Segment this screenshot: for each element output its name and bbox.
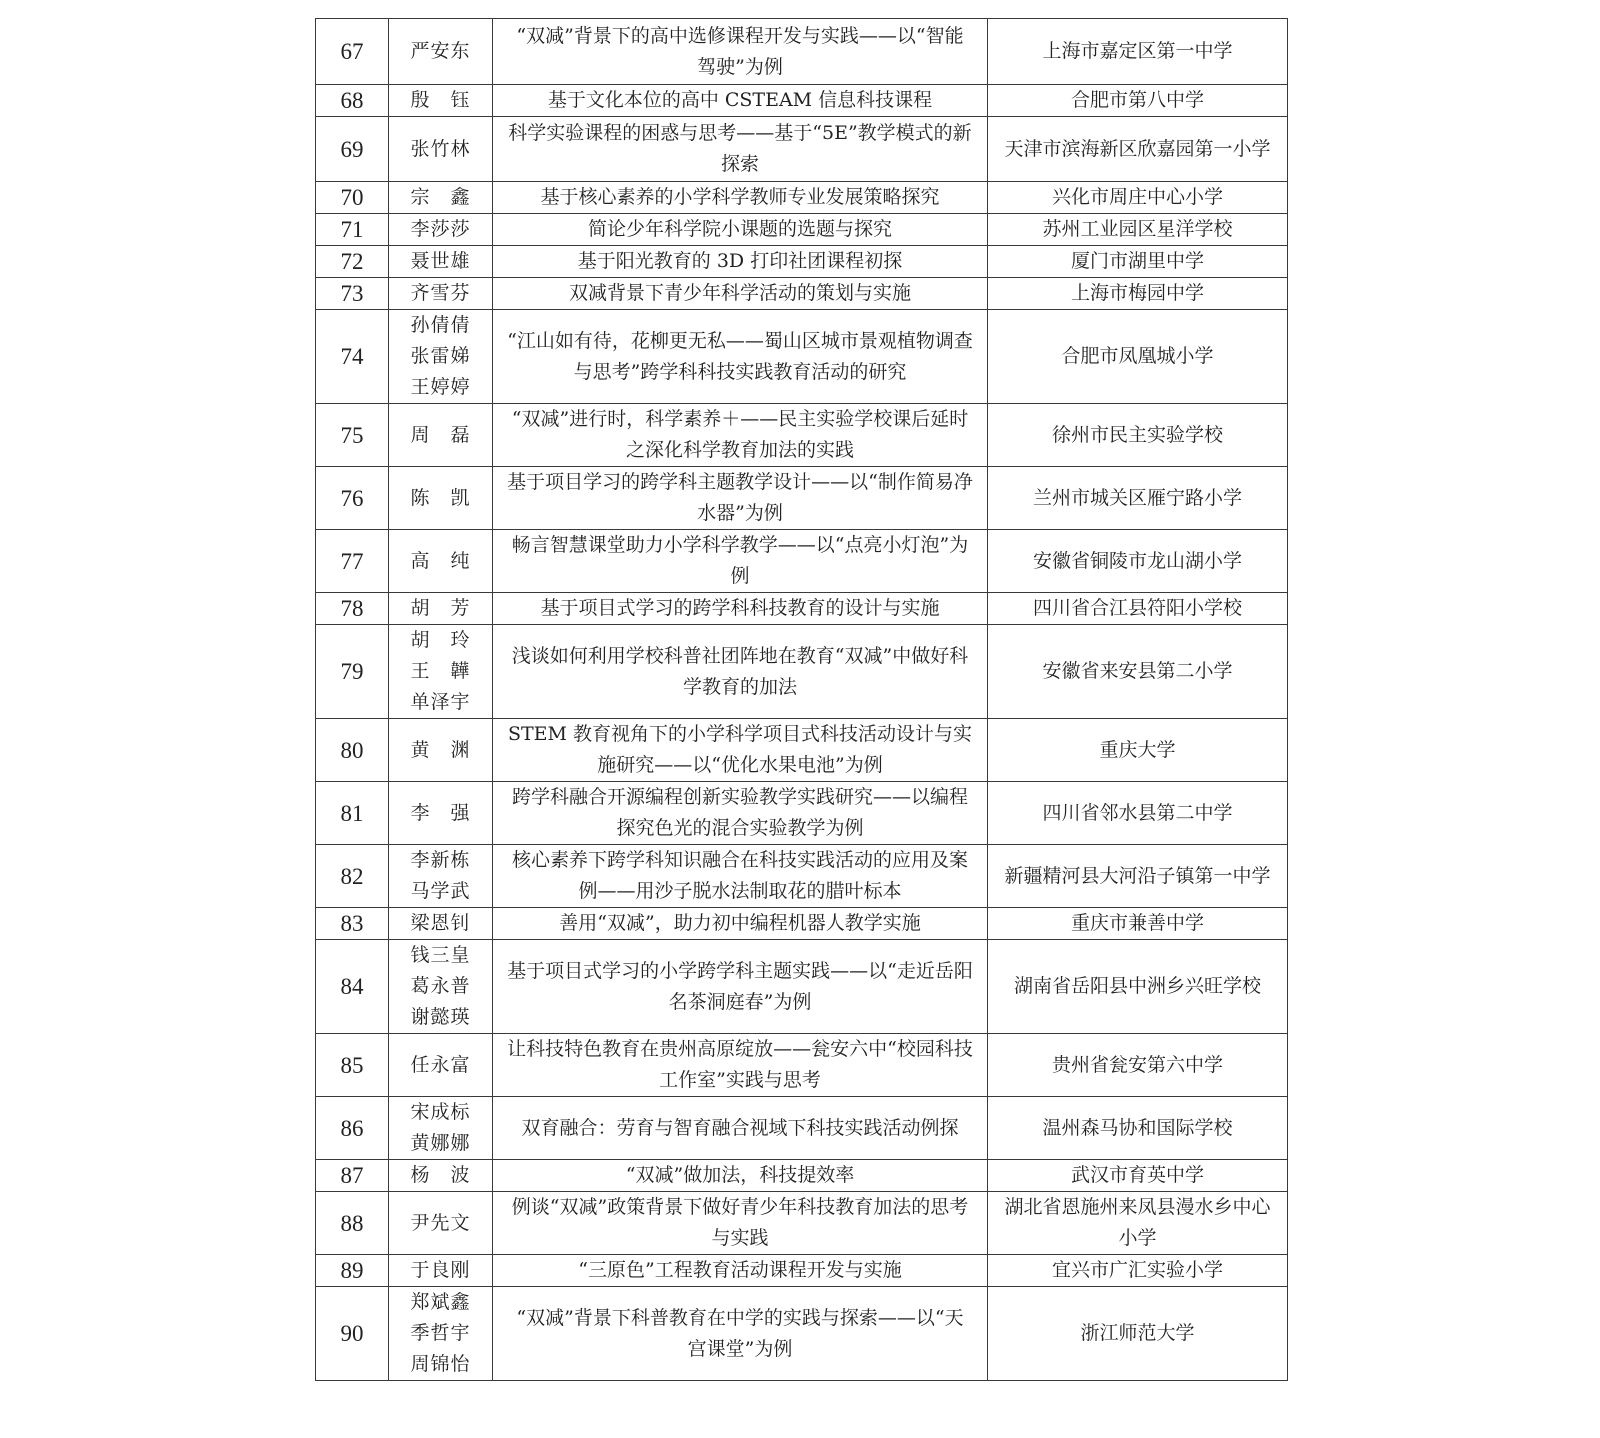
school-name: 四川省合江县符阳小学校 bbox=[988, 593, 1288, 625]
table-row bbox=[316, 1255, 1288, 1287]
author-name: 马学武 bbox=[410, 880, 471, 902]
author-name: 梁恩钊 bbox=[410, 912, 471, 934]
table-row bbox=[316, 1192, 1288, 1255]
school-name: 安徽省铜陵市龙山湖小学 bbox=[988, 530, 1288, 593]
table-row bbox=[316, 214, 1288, 246]
row-number: 84 bbox=[316, 940, 389, 1034]
author-names bbox=[389, 19, 493, 85]
row-number: 83 bbox=[316, 908, 389, 940]
table-row bbox=[316, 246, 1288, 278]
row-number: 88 bbox=[316, 1192, 389, 1255]
paper-title: 基于项目学习的跨学科主题教学设计——以“制作简易净水器”为例 bbox=[493, 467, 988, 530]
author-names bbox=[389, 1160, 493, 1192]
table-row bbox=[316, 1097, 1288, 1160]
author-name: 杨 波 bbox=[410, 1164, 471, 1186]
author-name: 任永富 bbox=[410, 1053, 471, 1076]
author-name: 王 韡 bbox=[410, 660, 471, 682]
row-number: 89 bbox=[316, 1255, 389, 1287]
author-name: 殷 钰 bbox=[410, 89, 471, 111]
author-names bbox=[389, 530, 493, 593]
row-number: 77 bbox=[316, 530, 389, 593]
author-name: 张竹林 bbox=[410, 137, 471, 160]
author-names bbox=[389, 117, 493, 182]
row-number: 87 bbox=[316, 1160, 389, 1192]
school-name: 上海市梅园中学 bbox=[988, 278, 1288, 310]
author-name: 李莎莎 bbox=[410, 218, 471, 240]
school-name: 湖南省岳阳县中洲乡兴旺学校 bbox=[988, 940, 1288, 1034]
table-row bbox=[316, 1034, 1288, 1097]
award-list-table bbox=[315, 18, 1288, 1381]
paper-title: 让科技特色教育在贵州高原绽放——瓮安六中“校园科技工作室”实践与思考 bbox=[493, 1034, 988, 1097]
school-name: 苏州工业园区星洋学校 bbox=[988, 214, 1288, 246]
author-name: 黄 渊 bbox=[410, 738, 471, 761]
school-name: 安徽省来安县第二小学 bbox=[988, 625, 1288, 719]
paper-title: STEM 教育视角下的小学科学项目式科技活动设计与实施研究——以“优化水果电池”为例 bbox=[493, 719, 988, 782]
author-name: 单泽宇 bbox=[410, 691, 471, 713]
author-name: 黄娜娜 bbox=[410, 1132, 471, 1154]
table-row bbox=[316, 908, 1288, 940]
table-row bbox=[316, 467, 1288, 530]
author-names bbox=[389, 246, 493, 278]
author-names bbox=[389, 467, 493, 530]
table-row bbox=[316, 404, 1288, 467]
table-row bbox=[316, 1287, 1288, 1381]
row-number: 72 bbox=[316, 246, 389, 278]
author-name: 李新栋 bbox=[410, 849, 471, 871]
paper-title: 双育融合：劳育与智育融合视域下科技实践活动例探 bbox=[493, 1097, 988, 1160]
author-name: 聂世雄 bbox=[410, 250, 471, 272]
school-name: 四川省邻水县第二中学 bbox=[988, 782, 1288, 845]
school-name: 兰州市城关区雁宁路小学 bbox=[988, 467, 1288, 530]
author-names bbox=[389, 625, 493, 719]
author-names bbox=[389, 593, 493, 625]
school-name: 重庆大学 bbox=[988, 719, 1288, 782]
author-names bbox=[389, 278, 493, 310]
author-name: 严安东 bbox=[410, 40, 471, 62]
author-name: 陈 凯 bbox=[410, 486, 471, 509]
paper-title: 基于项目式学习的跨学科科技教育的设计与实施 bbox=[493, 593, 988, 625]
author-names bbox=[389, 1255, 493, 1287]
author-name: 胡 玲 bbox=[410, 629, 471, 651]
school-name: 宜兴市广汇实验小学 bbox=[988, 1255, 1288, 1287]
row-number: 78 bbox=[316, 593, 389, 625]
school-name: 武汉市育英中学 bbox=[988, 1160, 1288, 1192]
school-name: 合肥市第八中学 bbox=[988, 85, 1288, 117]
author-name: 张雷娣 bbox=[410, 345, 471, 367]
author-names bbox=[389, 1287, 493, 1381]
school-name: 湖北省恩施州来凤县漫水乡中心小学 bbox=[988, 1192, 1288, 1255]
author-names bbox=[389, 1034, 493, 1097]
row-number: 81 bbox=[316, 782, 389, 845]
row-number: 79 bbox=[316, 625, 389, 719]
school-name: 新疆精河县大河沿子镇第一中学 bbox=[988, 845, 1288, 908]
table-row bbox=[316, 782, 1288, 845]
author-name: 钱三皇 bbox=[410, 944, 471, 966]
table-row bbox=[316, 593, 1288, 625]
paper-title: “双减”进行时，科学素养＋——民主实验学校课后延时之深化科学教育加法的实践 bbox=[493, 404, 988, 467]
paper-title: 例谈“双减”政策背景下做好青少年科技教育加法的思考与实践 bbox=[493, 1192, 988, 1255]
author-names bbox=[389, 719, 493, 782]
row-number: 80 bbox=[316, 719, 389, 782]
author-name: 周锦怡 bbox=[410, 1353, 471, 1375]
paper-title: 核心素养下跨学科知识融合在科技实践活动的应用及案例——用沙子脱水法制取花的腊叶标本 bbox=[493, 845, 988, 908]
school-name: 浙江师范大学 bbox=[988, 1287, 1288, 1381]
paper-title: 畅言智慧课堂助力小学科学教学——以“点亮小灯泡”为例 bbox=[493, 530, 988, 593]
author-names bbox=[389, 782, 493, 845]
school-name: 兴化市周庄中心小学 bbox=[988, 182, 1288, 214]
author-names bbox=[389, 182, 493, 214]
table-row bbox=[316, 1160, 1288, 1192]
paper-title: 基于核心素养的小学科学教师专业发展策略探究 bbox=[493, 182, 988, 214]
author-names bbox=[389, 908, 493, 940]
paper-title: “双减”做加法，科技提效率 bbox=[493, 1160, 988, 1192]
row-number: 73 bbox=[316, 278, 389, 310]
row-number: 68 bbox=[316, 85, 389, 117]
paper-title: 浅谈如何利用学校科普社团阵地在教育“双减”中做好科学教育的加法 bbox=[493, 625, 988, 719]
author-names bbox=[389, 85, 493, 117]
paper-title: “双减”背景下的高中选修课程开发与实践——以“智能驾驶”为例 bbox=[493, 19, 988, 85]
author-name: 齐雪芬 bbox=[410, 282, 471, 304]
table-row bbox=[316, 117, 1288, 182]
author-name: 宗 鑫 bbox=[410, 186, 471, 208]
paper-title: 简论少年科学院小课题的选题与探究 bbox=[493, 214, 988, 246]
paper-title: 双减背景下青少年科学活动的策划与实施 bbox=[493, 278, 988, 310]
author-names bbox=[389, 214, 493, 246]
row-number: 67 bbox=[316, 19, 389, 85]
paper-title: 善用“双减”，助力初中编程机器人教学实施 bbox=[493, 908, 988, 940]
row-number: 71 bbox=[316, 214, 389, 246]
table-row bbox=[316, 278, 1288, 310]
school-name: 合肥市凤凰城小学 bbox=[988, 310, 1288, 404]
school-name: 温州森马协和国际学校 bbox=[988, 1097, 1288, 1160]
author-names bbox=[389, 404, 493, 467]
table-row bbox=[316, 85, 1288, 117]
author-names bbox=[389, 1097, 493, 1160]
author-name: 谢懿瑛 bbox=[410, 1006, 471, 1028]
table-row bbox=[316, 719, 1288, 782]
school-name: 贵州省瓮安第六中学 bbox=[988, 1034, 1288, 1097]
table-row bbox=[316, 182, 1288, 214]
paper-title: 跨学科融合开源编程创新实验教学实践研究——以编程探究色光的混合实验教学为例 bbox=[493, 782, 988, 845]
paper-title: “江山如有待，花柳更无私——蜀山区城市景观植物调查与思考”跨学科科技实践教育活动的研究 bbox=[493, 310, 988, 404]
author-name: 尹先文 bbox=[410, 1211, 471, 1234]
paper-title: 基于文化本位的高中 CSTEAM 信息科技课程 bbox=[493, 85, 988, 117]
paper-title: “双减”背景下科普教育在中学的实践与探索——以“天宫课堂”为例 bbox=[493, 1287, 988, 1381]
school-name: 徐州市民主实验学校 bbox=[988, 404, 1288, 467]
author-name: 于良刚 bbox=[410, 1259, 471, 1281]
school-name: 天津市滨海新区欣嘉园第一小学 bbox=[988, 117, 1288, 182]
row-number: 86 bbox=[316, 1097, 389, 1160]
table-row bbox=[316, 845, 1288, 908]
table-row bbox=[316, 625, 1288, 719]
table-body bbox=[316, 19, 1288, 1381]
author-name: 孙倩倩 bbox=[410, 314, 471, 336]
author-names bbox=[389, 940, 493, 1034]
row-number: 74 bbox=[316, 310, 389, 404]
author-name: 李 强 bbox=[410, 801, 471, 824]
author-name: 季哲宇 bbox=[410, 1322, 471, 1344]
school-name: 上海市嘉定区第一中学 bbox=[988, 19, 1288, 85]
table-row bbox=[316, 940, 1288, 1034]
author-names bbox=[389, 845, 493, 908]
author-name: 郑斌鑫 bbox=[410, 1291, 471, 1313]
author-name: 王婷婷 bbox=[410, 376, 471, 398]
author-name: 高 纯 bbox=[410, 549, 471, 572]
paper-title: “三原色”工程教育活动课程开发与实施 bbox=[493, 1255, 988, 1287]
table-row bbox=[316, 530, 1288, 593]
author-name: 周 磊 bbox=[410, 423, 471, 446]
row-number: 85 bbox=[316, 1034, 389, 1097]
author-names bbox=[389, 1192, 493, 1255]
paper-title: 科学实验课程的困惑与思考——基于“5E”教学模式的新探索 bbox=[493, 117, 988, 182]
row-number: 70 bbox=[316, 182, 389, 214]
table-row bbox=[316, 310, 1288, 404]
paper-title: 基于项目式学习的小学跨学科主题实践——以“走近岳阳名茶洞庭春”为例 bbox=[493, 940, 988, 1034]
table-row bbox=[316, 19, 1288, 85]
paper-title: 基于阳光教育的 3D 打印社团课程初探 bbox=[493, 246, 988, 278]
row-number: 82 bbox=[316, 845, 389, 908]
row-number: 75 bbox=[316, 404, 389, 467]
school-name: 重庆市兼善中学 bbox=[988, 908, 1288, 940]
row-number: 76 bbox=[316, 467, 389, 530]
author-name: 宋成标 bbox=[410, 1101, 471, 1123]
author-name: 胡 芳 bbox=[410, 597, 471, 619]
author-names bbox=[389, 310, 493, 404]
row-number: 69 bbox=[316, 117, 389, 182]
row-number: 90 bbox=[316, 1287, 389, 1381]
author-name: 葛永普 bbox=[410, 975, 471, 997]
school-name: 厦门市湖里中学 bbox=[988, 246, 1288, 278]
